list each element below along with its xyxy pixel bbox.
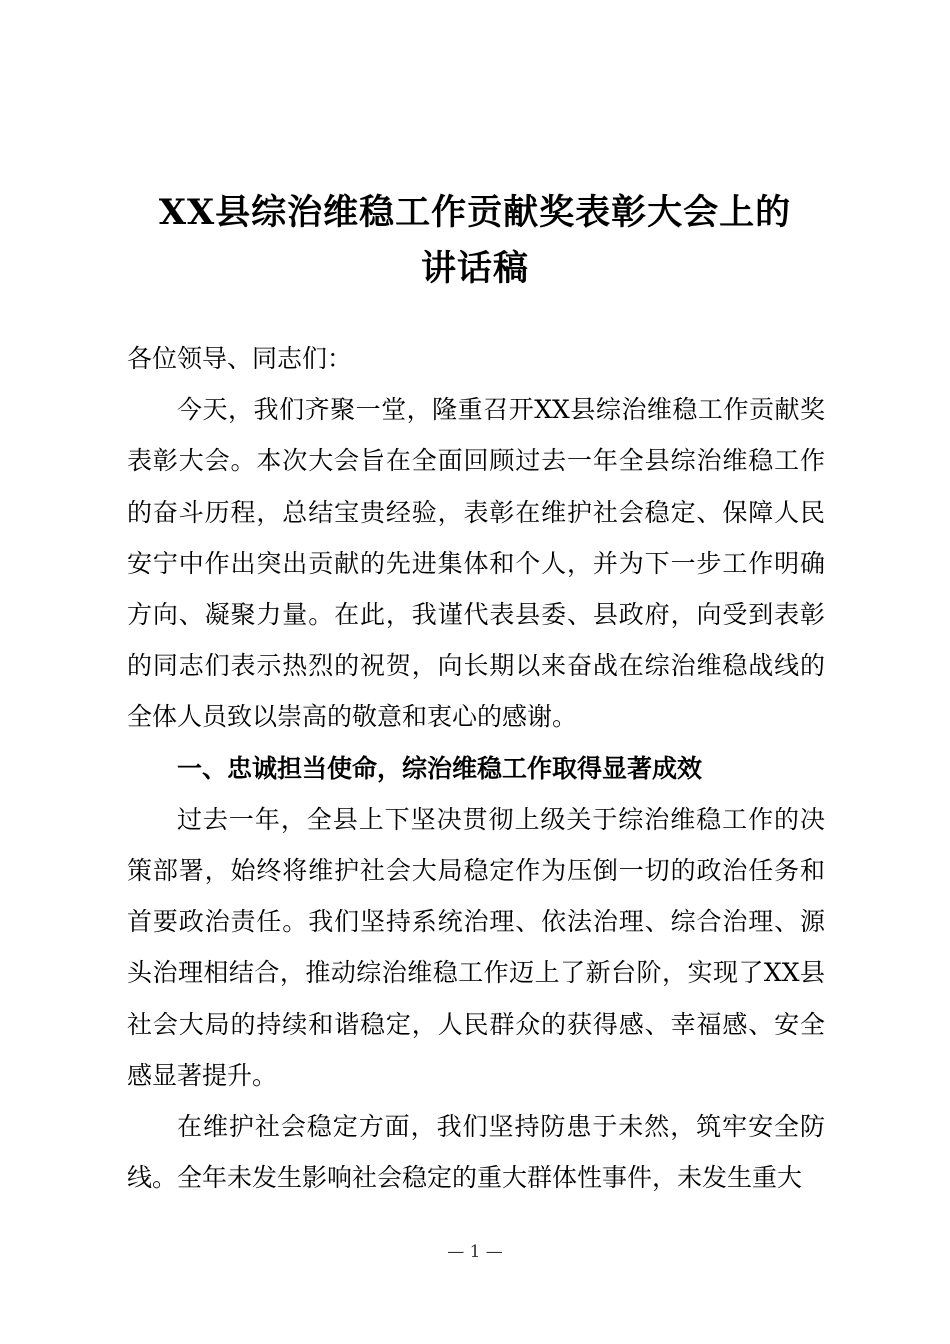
salutation: 各位领导、同志们：: [127, 344, 353, 373]
document-body: [127, 333, 825, 1203]
title-line-2: 讲话稿: [420, 248, 529, 289]
title-line-1: XX县综治维稳工作贡献奖表彰大会上的: [158, 192, 792, 233]
section-heading-1: 一、忠诚担当使命，综治维稳工作取得显著成效: [177, 753, 703, 783]
paragraph-opening: 今天，我们齐聚一堂，隆重召开XX县综治维稳工作贡献奖表彰大会。本次大会旨在全面回顾过去一年全县综治维稳工作的奋斗历程，总结宝贵经验，表彰在维护社会稳定、保障人民安宁中作出突出贡献的先进集体和个人，并为下一步工作明确方向、凝聚力量。在此，我谨代表县委、县政府，向受到表彰的同志们表示热烈的祝贺，向长期以来奋战在综治维稳战线的全体人员致以崇高的敬意和衷心的感谢。: [127, 395, 825, 732]
page-number: — 1 —: [447, 1242, 503, 1262]
document-title: [80, 185, 870, 297]
paragraph-stability: 在维护社会稳定方面，我们坚持防患于未然，筑牢安全防线。全年未发生影响社会稳定的重大群体性事件，未发生重大: [127, 1112, 825, 1193]
paragraph-achievements: 过去一年，全县上下坚决贯彻上级关于综治维稳工作的决策部署，始终将维护社会大局稳定作为压倒一切的政治任务和首要政治责任。我们坚持系统治理、依法治理、综合治理、源头治理相结合，推动综治维稳工作迈上了新台阶，实现了XX县社会大局的持续和谐稳定，人民群众的获得感、幸福感、安全感显著提升。: [127, 804, 825, 1090]
